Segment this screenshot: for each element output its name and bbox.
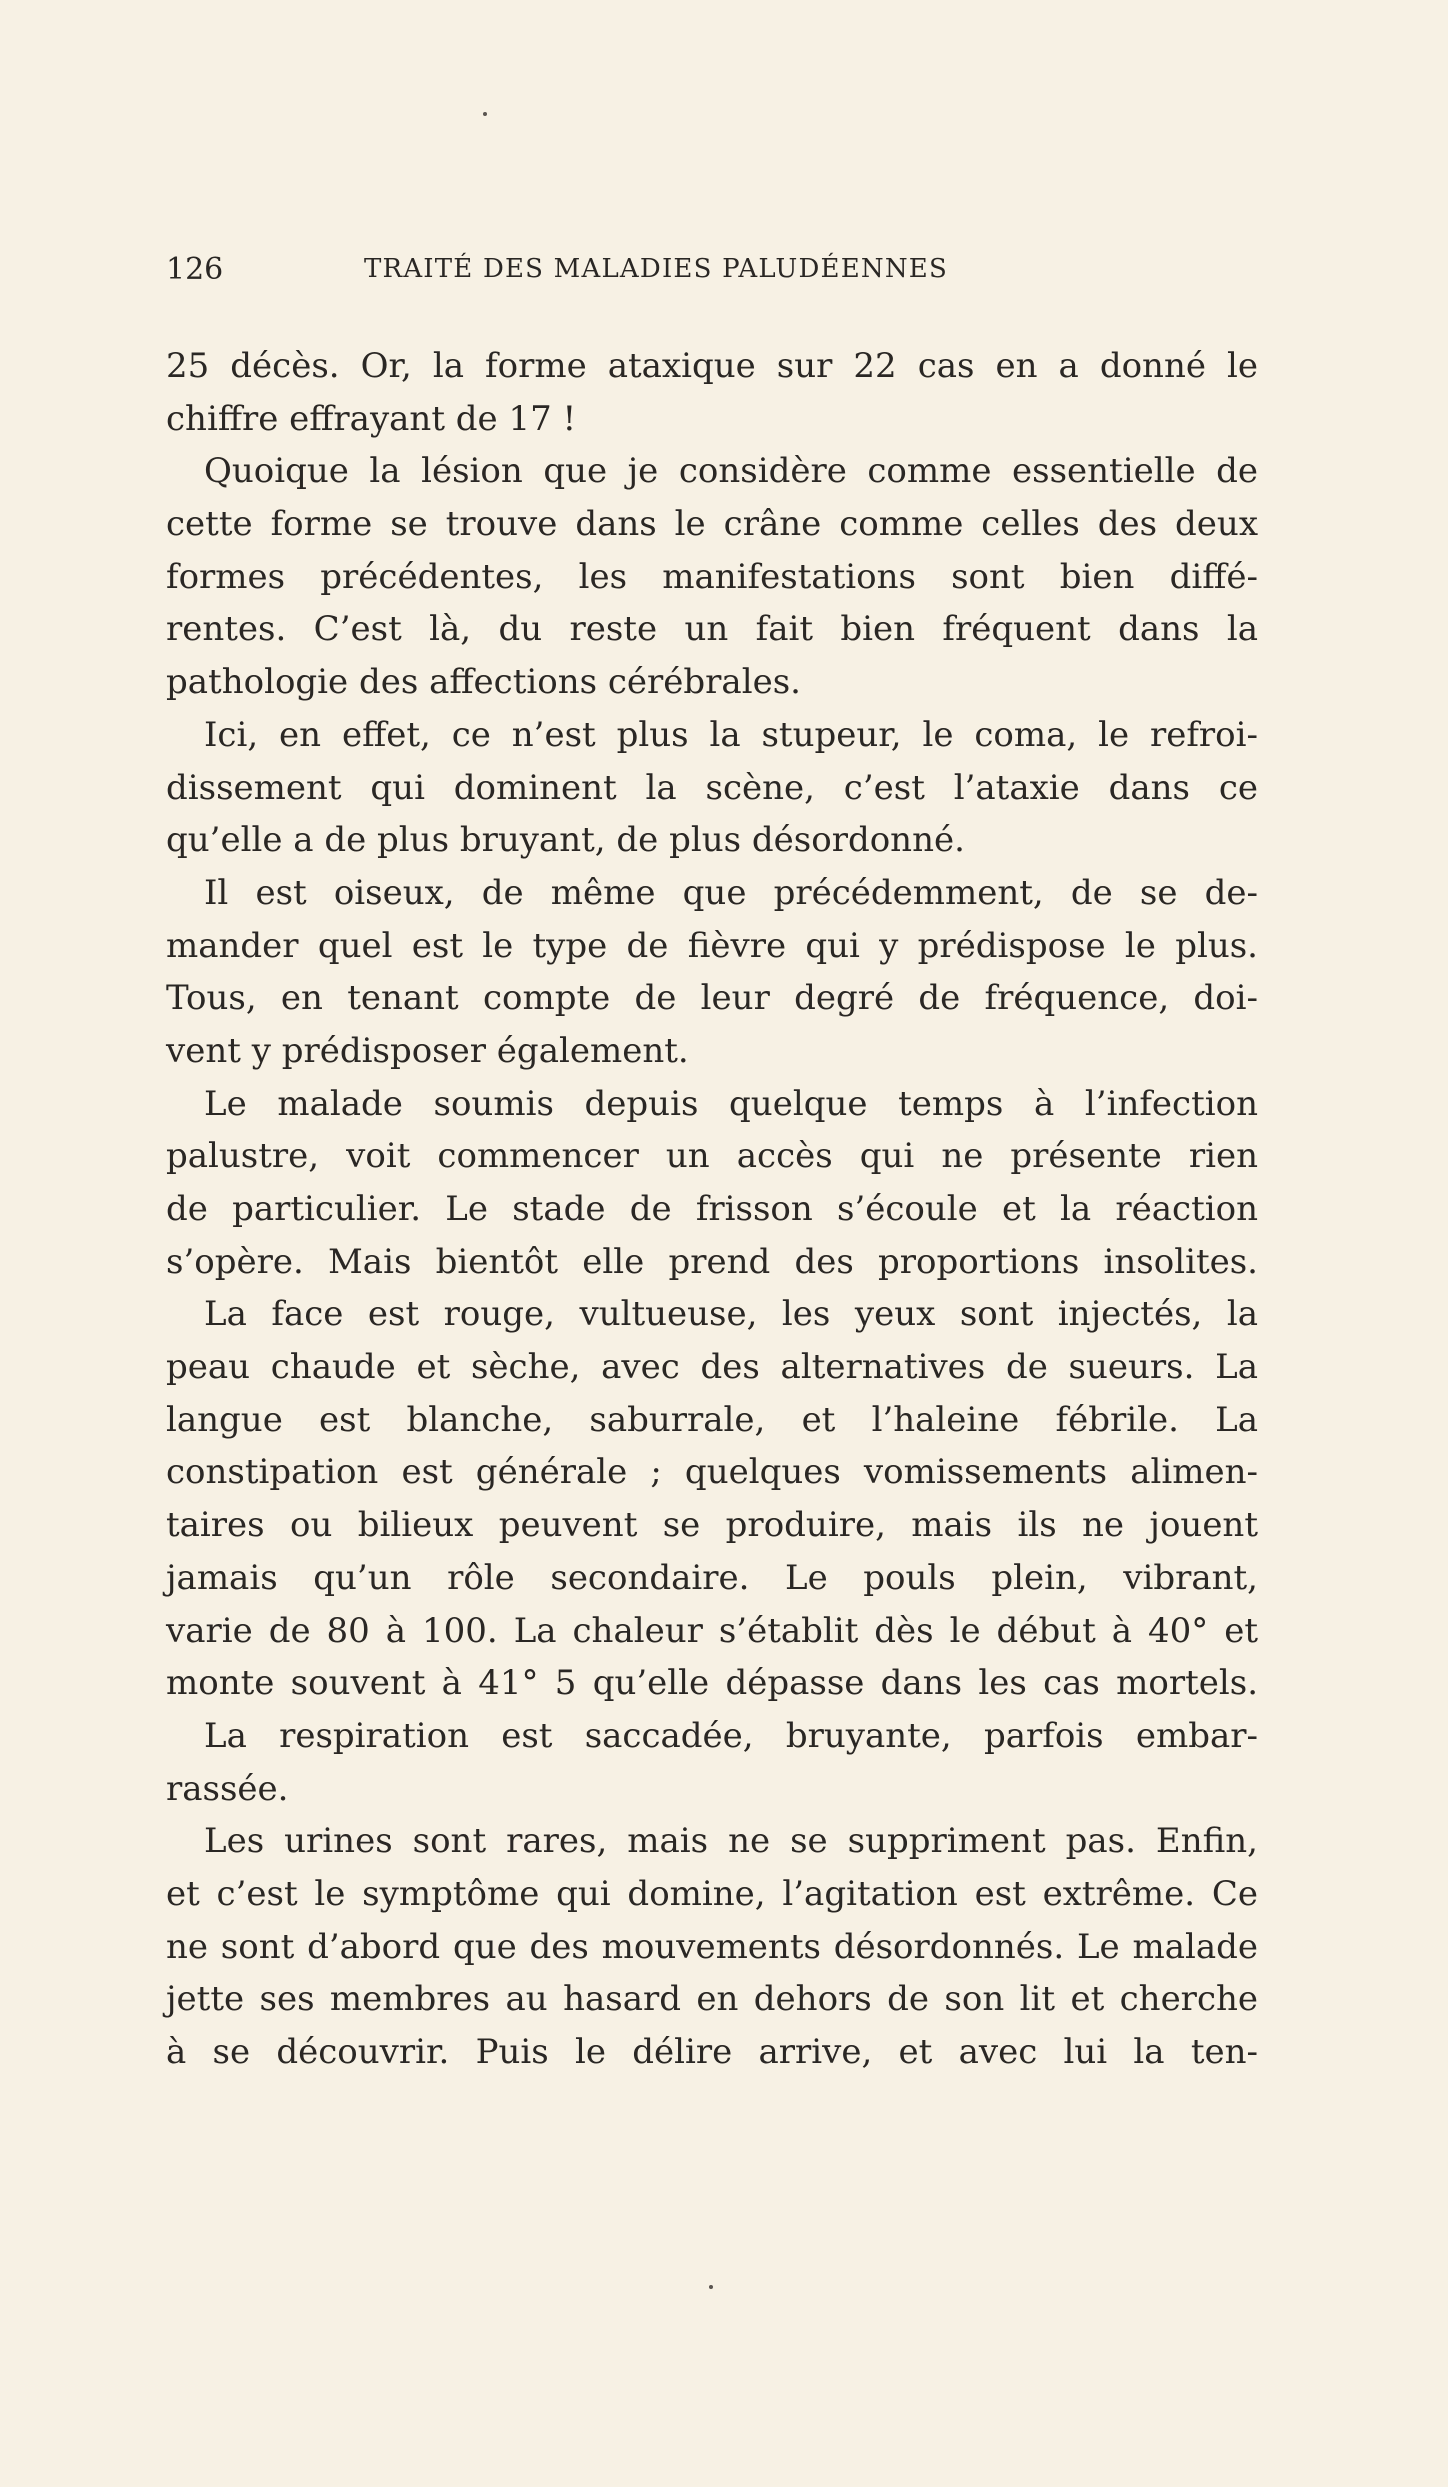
text-line: rassée. bbox=[166, 1768, 289, 1809]
text-line: La face est rouge, vultueuse, les yeux sont injectés, la bbox=[204, 1294, 1258, 1335]
text-line: 25 décès. Or, la forme ataxique sur 22 cas en a donné le bbox=[166, 346, 1258, 386]
text-line: mander quel est le type de fièvre qui y prédispose le plus. bbox=[166, 925, 1258, 966]
text-line: à se découvrir. Puis le délire arrive, et avec lui la ten- bbox=[166, 2032, 1258, 2072]
text-line: palustre, voit commencer un accès qui ne présente rien bbox=[166, 1136, 1258, 1177]
text-line: chiffre effrayant de 17 ! bbox=[166, 398, 577, 439]
text-line: Les urines sont rares, mais ne se suppriment pas. Enfin, bbox=[204, 1821, 1258, 1862]
text-line: de particulier. Le stade de frisson s’écoule et la réaction bbox=[166, 1189, 1258, 1229]
text-line: taires ou bilieux peuvent se produire, mais ils ne jouent bbox=[166, 1505, 1258, 1546]
text-line: jamais qu’un rôle secondaire. Le pouls plein, vibrant, bbox=[166, 1557, 1258, 1598]
text-line: cette forme se trouve dans le crâne comme celles des deux bbox=[166, 504, 1258, 545]
text-line: rentes. C’est là, du reste un fait bien fréquent dans la bbox=[166, 609, 1258, 650]
text-line: constipation est générale ; quelques vomissements alimen- bbox=[166, 1452, 1258, 1493]
text-line: Le malade soumis depuis quelque temps à l’infection bbox=[204, 1083, 1258, 1124]
page-number: 126 bbox=[166, 252, 224, 287]
text-line: pathologie des affections cérébrales. bbox=[166, 662, 801, 703]
paper-speck bbox=[483, 112, 487, 116]
text-line: peau chaude et sèche, avec des alternatives de sueurs. La bbox=[166, 1347, 1258, 1388]
text-line: s’opère. Mais bientôt elle prend des proportions insolites. bbox=[166, 1241, 1258, 1282]
text-line: Il est oiseux, de même que précédemment, de se de- bbox=[204, 872, 1258, 913]
text-line: dissement qui dominent la scène, c’est l’ataxie dans ce bbox=[166, 767, 1258, 808]
text-line: Ici, en effet, ce n’est plus la stupeur, le coma, le refroi- bbox=[204, 714, 1258, 755]
running-head bbox=[166, 252, 1256, 292]
text-line: ne sont d’abord que des mouvements désordonnés. Le malade bbox=[166, 1926, 1258, 1967]
text-line: formes précédentes, les manifestations sont bien diffé- bbox=[166, 556, 1258, 597]
body-text bbox=[166, 340, 1258, 2079]
text-line: monte souvent à 41° 5 qu’elle dépasse dans les cas mortels. bbox=[166, 1663, 1258, 1704]
text-line: varie de 80 à 100. La chaleur s’établit dès le début à 40° et bbox=[166, 1610, 1258, 1651]
text-line: La respiration est saccadée, bruyante, parfois embar- bbox=[204, 1715, 1258, 1756]
text-line: Quoique la lésion que je considère comme essentielle de bbox=[204, 451, 1258, 492]
text-line: et c’est le symptôme qui domine, l’agitation est extrême. Ce bbox=[166, 1873, 1258, 1914]
text-line: jette ses membres au hasard en dehors de son lit et cherche bbox=[166, 1979, 1258, 2020]
text-line: langue est blanche, saburrale, et l’haleine fébrile. La bbox=[166, 1399, 1258, 1440]
text-line: vent y prédisposer également. bbox=[166, 1030, 689, 1071]
text-line: Tous, en tenant compte de leur degré de fréquence, doi- bbox=[166, 978, 1258, 1019]
running-title: TRAITÉ DES MALADIES PALUDÉENNES bbox=[364, 254, 948, 284]
text-line: qu’elle a de plus bruyant, de plus désordonné. bbox=[166, 820, 965, 861]
paper-speck bbox=[709, 2285, 713, 2289]
